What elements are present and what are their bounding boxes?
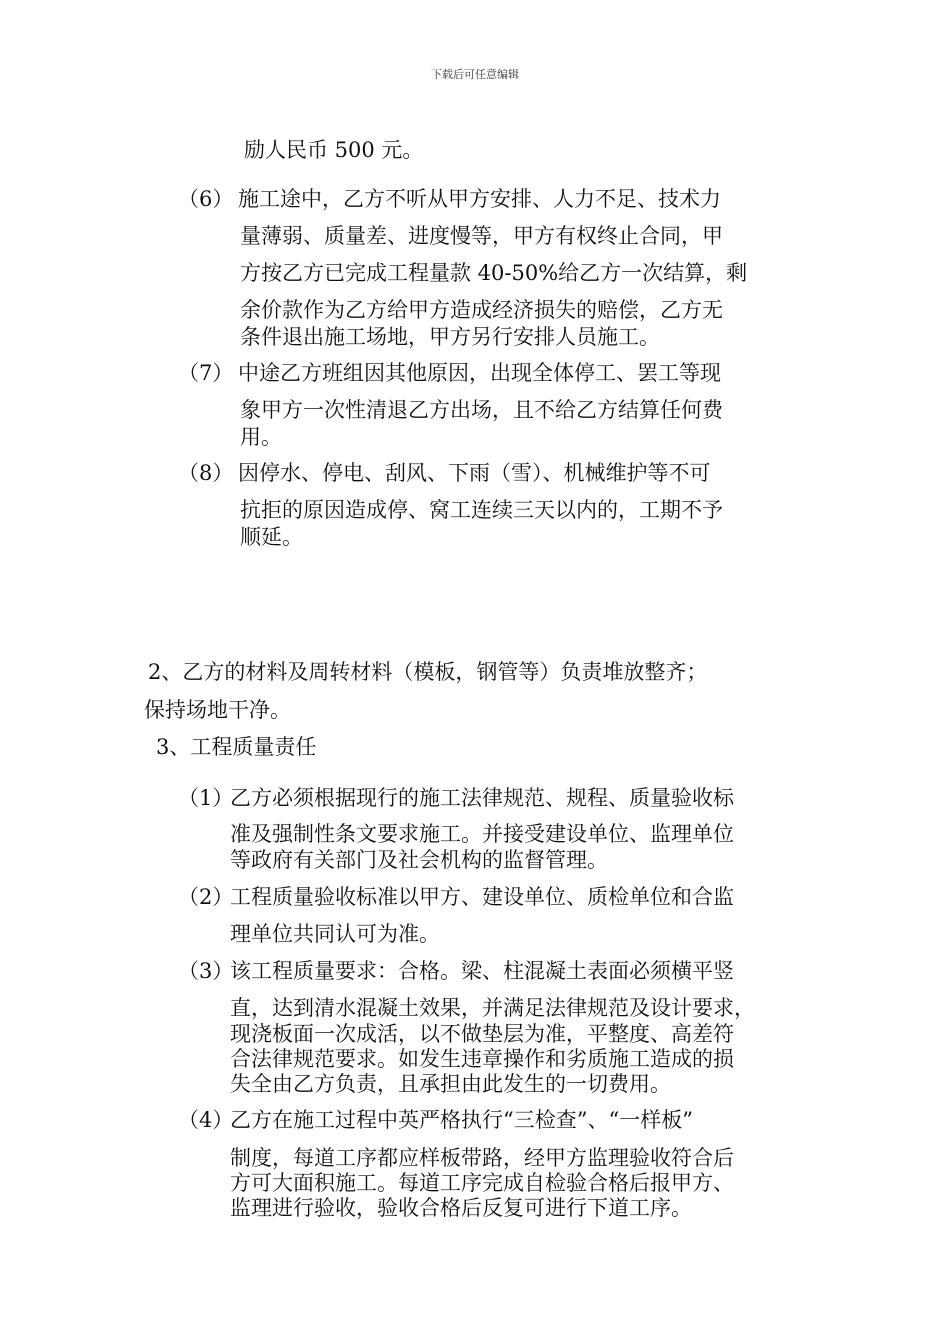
item-line: 方按乙方已完成工程量款 40-50%给乙方一次结算，剩 [240,261,748,285]
item-line: 抗拒的原因造成停、窝工连续三天以内的，工期不予 [240,498,723,522]
item-line: 施工途中，乙方不听从甲方安排、人力不足、技术力 [238,187,721,211]
item-line: 量薄弱、质量差、进度慢等，甲方有权终止合同，甲 [240,224,723,248]
item-line: 合法律规范要求。如发生违章操作和劣质施工造成的损 [230,1047,734,1071]
item-line: 准及强制性条文要求施工。并接受建设单位、监理单位 [230,822,734,846]
item-line: 因停水、停电、刮风、下雨（雪）、机械维护等不可 [238,461,711,485]
item-line: 制度，每道工序都应样板带路，经甲方监理验收符合后 [230,1146,734,1170]
item-number: （2） [178,885,234,909]
item-line: 象甲方一次性清退乙方出场，且不给乙方结算任何费 [240,398,723,422]
item-line: 余价款作为乙方给甲方造成经济损失的赔偿，乙方无 [240,298,723,322]
item-line: 工程质量验收标准以甲方、建设单位、质检单位和合监 [230,885,734,909]
item-line: 失全由乙方负责，且承担由此发生的一切费用。 [230,1072,671,1096]
item-line: 理单位共同认可为准。 [230,922,440,946]
page-header: 下载后可任意编辑 [431,68,519,81]
continuation-line: 励人民币 500 元。 [244,138,424,162]
item-line: 现浇板面一次成活，以不做垫层为准，平整度、高差符 [230,1022,734,1046]
item-line: 乙方必须根据现行的施工法律规范、规程、质量验收标 [230,786,734,810]
item-number: （3） [178,959,234,983]
item-line: 顺延。 [240,525,303,549]
item-line: 直，达到清水混凝土效果，并满足法律规范及设计要求， [230,996,755,1020]
item-number: （8） [178,461,234,485]
item-line: 等政府有关部门及社会机构的监督管理。 [230,848,608,872]
item-line: 该工程质量要求：合格。梁、柱混凝土表面必须横平竖 [230,959,734,983]
section-2-line: 保持场地干净。 [144,698,291,722]
item-number: （7） [178,361,234,385]
item-line: 用。 [240,425,282,449]
item-number: （1） [178,786,234,810]
item-number: （6） [178,187,234,211]
item-line: 中途乙方班组因其他原因，出现全体停工、罢工等现 [238,361,721,385]
section-2-line: 2、乙方的材料及周转材料（模板，钢管等）负责堆放整齐； [148,660,708,684]
item-line: 监理进行验收，验收合格后反复可进行下道工序。 [230,1196,692,1220]
item-line: 乙方在施工过程中英严格执行“三检查”、“一样板” [230,1108,693,1132]
section-3-title: 3、工程质量责任 [156,735,317,759]
item-line: 方可大面积施工。每道工序完成自检验合格后报甲方、 [230,1171,734,1195]
item-line: 条件退出施工场地，甲方另行安排人员施工。 [240,325,660,349]
item-number: （4） [178,1108,234,1132]
